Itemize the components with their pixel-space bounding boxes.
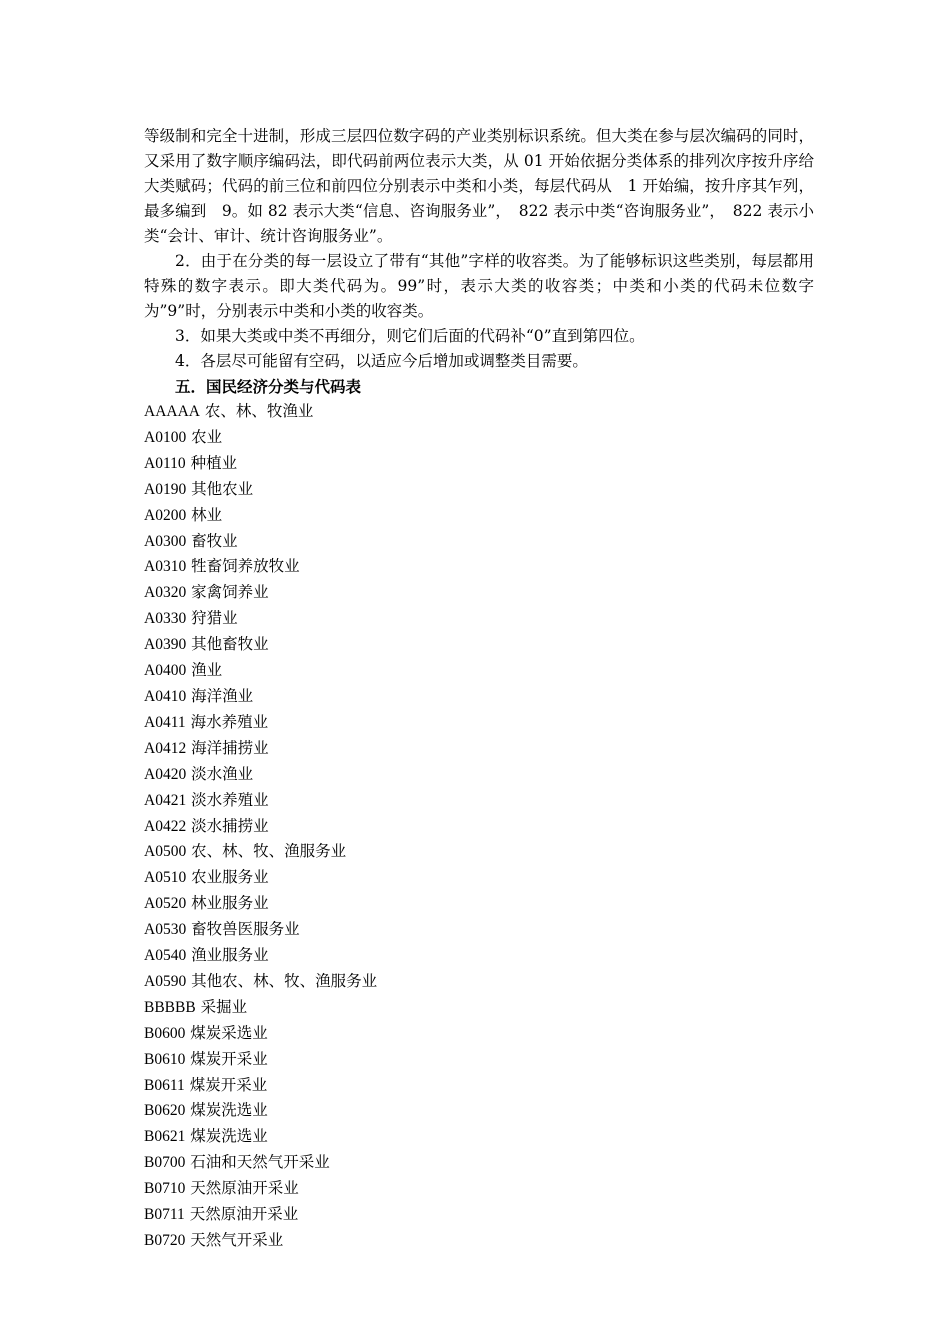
code-list-item bbox=[144, 865, 814, 891]
code-list-item bbox=[144, 969, 814, 995]
code-list-item bbox=[144, 1150, 814, 1176]
industry-name: 煤炭开采业 bbox=[190, 1049, 268, 1068]
industry-code: B0620 bbox=[144, 1102, 186, 1120]
industry-name: 其他畜牧业 bbox=[191, 635, 269, 654]
industry-name: 种植业 bbox=[190, 453, 238, 472]
industry-name: 海洋渔业 bbox=[191, 686, 254, 705]
paragraph-item-4: 4．各层尽可能留有空码，以适应今后增加或调整类目需要。 bbox=[175, 352, 588, 370]
industry-code: A0190 bbox=[144, 480, 187, 498]
industry-code: BBBBB bbox=[144, 998, 196, 1016]
code-list-item bbox=[144, 399, 814, 425]
code-list-item bbox=[144, 736, 814, 762]
industry-name: 农业 bbox=[191, 427, 223, 446]
industry-code: B0611 bbox=[144, 1076, 185, 1094]
industry-name: 农、林、牧、渔服务业 bbox=[191, 842, 347, 861]
code-list-item bbox=[144, 554, 814, 580]
document-page bbox=[144, 124, 814, 1254]
industry-code: B0720 bbox=[144, 1232, 186, 1249]
industry-code: B0610 bbox=[144, 1050, 186, 1068]
code-list-item bbox=[144, 451, 814, 477]
industry-name: 煤炭开采业 bbox=[189, 1075, 268, 1094]
industry-code: A0330 bbox=[144, 610, 187, 628]
industry-name: 淡水捕捞业 bbox=[191, 816, 269, 835]
code-list-item bbox=[144, 1202, 814, 1228]
paragraph-intro: 等级制和完全十进制，形成三层四位数字码的产业类别标识系统。但大类在参与层次编码的同时，又采用了数字顺序编码法，即代码前两位表示大类，从 01 开始依据分类体系的排列次序按升序给大类赋码；代码的前三位和前四位分别表示中类和小类，每层代码从 1 开始编，按升序其乍列，最多编到 9。如 82 表示大类“信息、咨询服务业”， 822 表示中类“咨询服务业”， 822 表示小类“会计、审计、统计咨询服务业”。 bbox=[144, 127, 814, 245]
industry-code: A0590 bbox=[144, 972, 187, 990]
paragraph-item-3: 3．如果大类或中类不再细分，则它们后面的代码补“0”直到第四位。 bbox=[175, 327, 645, 345]
code-list-item bbox=[144, 788, 814, 814]
industry-name: 农、林、牧渔业 bbox=[204, 402, 314, 420]
code-list-item bbox=[144, 658, 814, 684]
industry-code: B0621 bbox=[144, 1128, 186, 1146]
industry-name: 天然原油开采业 bbox=[190, 1179, 299, 1198]
industry-code: A0422 bbox=[144, 817, 187, 835]
industry-code: A0200 bbox=[144, 506, 187, 524]
code-list-item bbox=[144, 425, 814, 451]
industry-name: 渔业服务业 bbox=[191, 946, 269, 965]
industry-code: B0710 bbox=[144, 1180, 186, 1198]
code-list-item bbox=[144, 606, 814, 632]
industry-name: 海水养殖业 bbox=[190, 712, 269, 731]
code-list-item bbox=[144, 529, 814, 555]
industry-name: 煤炭洗选业 bbox=[190, 1101, 268, 1120]
industry-name: 畜牧兽医服务业 bbox=[191, 920, 300, 939]
code-list-item bbox=[144, 580, 814, 606]
industry-code: A0420 bbox=[144, 765, 187, 783]
industry-name: 采掘业 bbox=[200, 997, 248, 1016]
code-list-item bbox=[144, 684, 814, 710]
industry-code: B0600 bbox=[144, 1024, 186, 1042]
code-list-item bbox=[144, 1124, 814, 1150]
industry-code: A0110 bbox=[144, 454, 186, 472]
paragraph-item-2: 2．由于在分类的每一层设立了带有“其他”字样的收容类。为了能够标识这些类别，每层都用特殊的数字表示。即大类代码为。99”时，表示大类的收容类；中类和小类的代码未位数字为”9”时，分别表示中类和小类的收容类。 bbox=[144, 252, 814, 320]
industry-name: 牲畜饲养放牧业 bbox=[191, 557, 300, 576]
code-list-item bbox=[144, 1073, 814, 1099]
industry-code: B0700 bbox=[144, 1154, 186, 1172]
industry-name: 狩猎业 bbox=[191, 609, 238, 628]
industry-name: 淡水渔业 bbox=[191, 764, 254, 783]
industry-name: 渔业 bbox=[191, 661, 223, 680]
industry-code: A0530 bbox=[144, 921, 187, 939]
code-list-item bbox=[144, 477, 814, 503]
industry-code: A0300 bbox=[144, 532, 187, 550]
code-list-item bbox=[144, 943, 814, 969]
industry-code: A0412 bbox=[144, 739, 187, 757]
industry-code: A0510 bbox=[144, 869, 187, 887]
industry-code: A0540 bbox=[144, 947, 187, 965]
industry-name: 石油和天然气开采业 bbox=[190, 1153, 330, 1172]
industry-code: A0421 bbox=[144, 791, 187, 809]
section-heading: 五．国民经济分类与代码表 bbox=[175, 377, 362, 396]
industry-name: 其他农、林、牧、渔服务业 bbox=[191, 971, 378, 990]
industry-name: 家禽饲养业 bbox=[191, 583, 269, 602]
industry-code: B0711 bbox=[144, 1206, 185, 1224]
industry-name: 畜牧业 bbox=[191, 531, 238, 550]
industry-code: A0320 bbox=[144, 584, 187, 602]
code-list-item bbox=[144, 1176, 814, 1202]
code-list-item bbox=[144, 891, 814, 917]
industry-code: A0410 bbox=[144, 687, 187, 705]
code-list-item bbox=[144, 995, 814, 1021]
industry-name: 煤炭洗选业 bbox=[190, 1127, 268, 1146]
code-list-item bbox=[144, 814, 814, 840]
code-list-item bbox=[144, 1098, 814, 1124]
industry-name: 天然原油开采业 bbox=[189, 1205, 299, 1224]
code-list-item bbox=[144, 762, 814, 788]
code-list-item bbox=[144, 503, 814, 529]
industry-name: 海洋捕捞业 bbox=[191, 738, 269, 757]
industry-code: A0400 bbox=[144, 662, 187, 680]
industry-name: 淡水养殖业 bbox=[191, 790, 269, 809]
code-list-item bbox=[144, 917, 814, 943]
industry-name: 农业服务业 bbox=[191, 868, 269, 887]
industry-code: A0411 bbox=[144, 713, 186, 731]
code-list-item bbox=[144, 710, 814, 736]
industry-code: A0100 bbox=[144, 428, 187, 446]
industry-code: A0500 bbox=[144, 843, 187, 861]
industry-name: 天然气开采业 bbox=[190, 1231, 284, 1249]
code-list-item bbox=[144, 839, 814, 865]
industry-code-list bbox=[144, 399, 814, 1254]
industry-name: 其他农业 bbox=[191, 479, 254, 498]
industry-code: A0390 bbox=[144, 636, 187, 654]
industry-code: AAAAA bbox=[144, 403, 200, 420]
industry-name: 煤炭采选业 bbox=[190, 1023, 268, 1042]
industry-code: A0310 bbox=[144, 558, 187, 576]
code-list-item bbox=[144, 1047, 814, 1073]
code-list-item bbox=[144, 1228, 814, 1254]
industry-name: 林业 bbox=[191, 505, 223, 524]
code-list-item bbox=[144, 632, 814, 658]
code-list-item bbox=[144, 1021, 814, 1047]
industry-code: A0520 bbox=[144, 895, 187, 913]
industry-name: 林业服务业 bbox=[191, 894, 269, 913]
